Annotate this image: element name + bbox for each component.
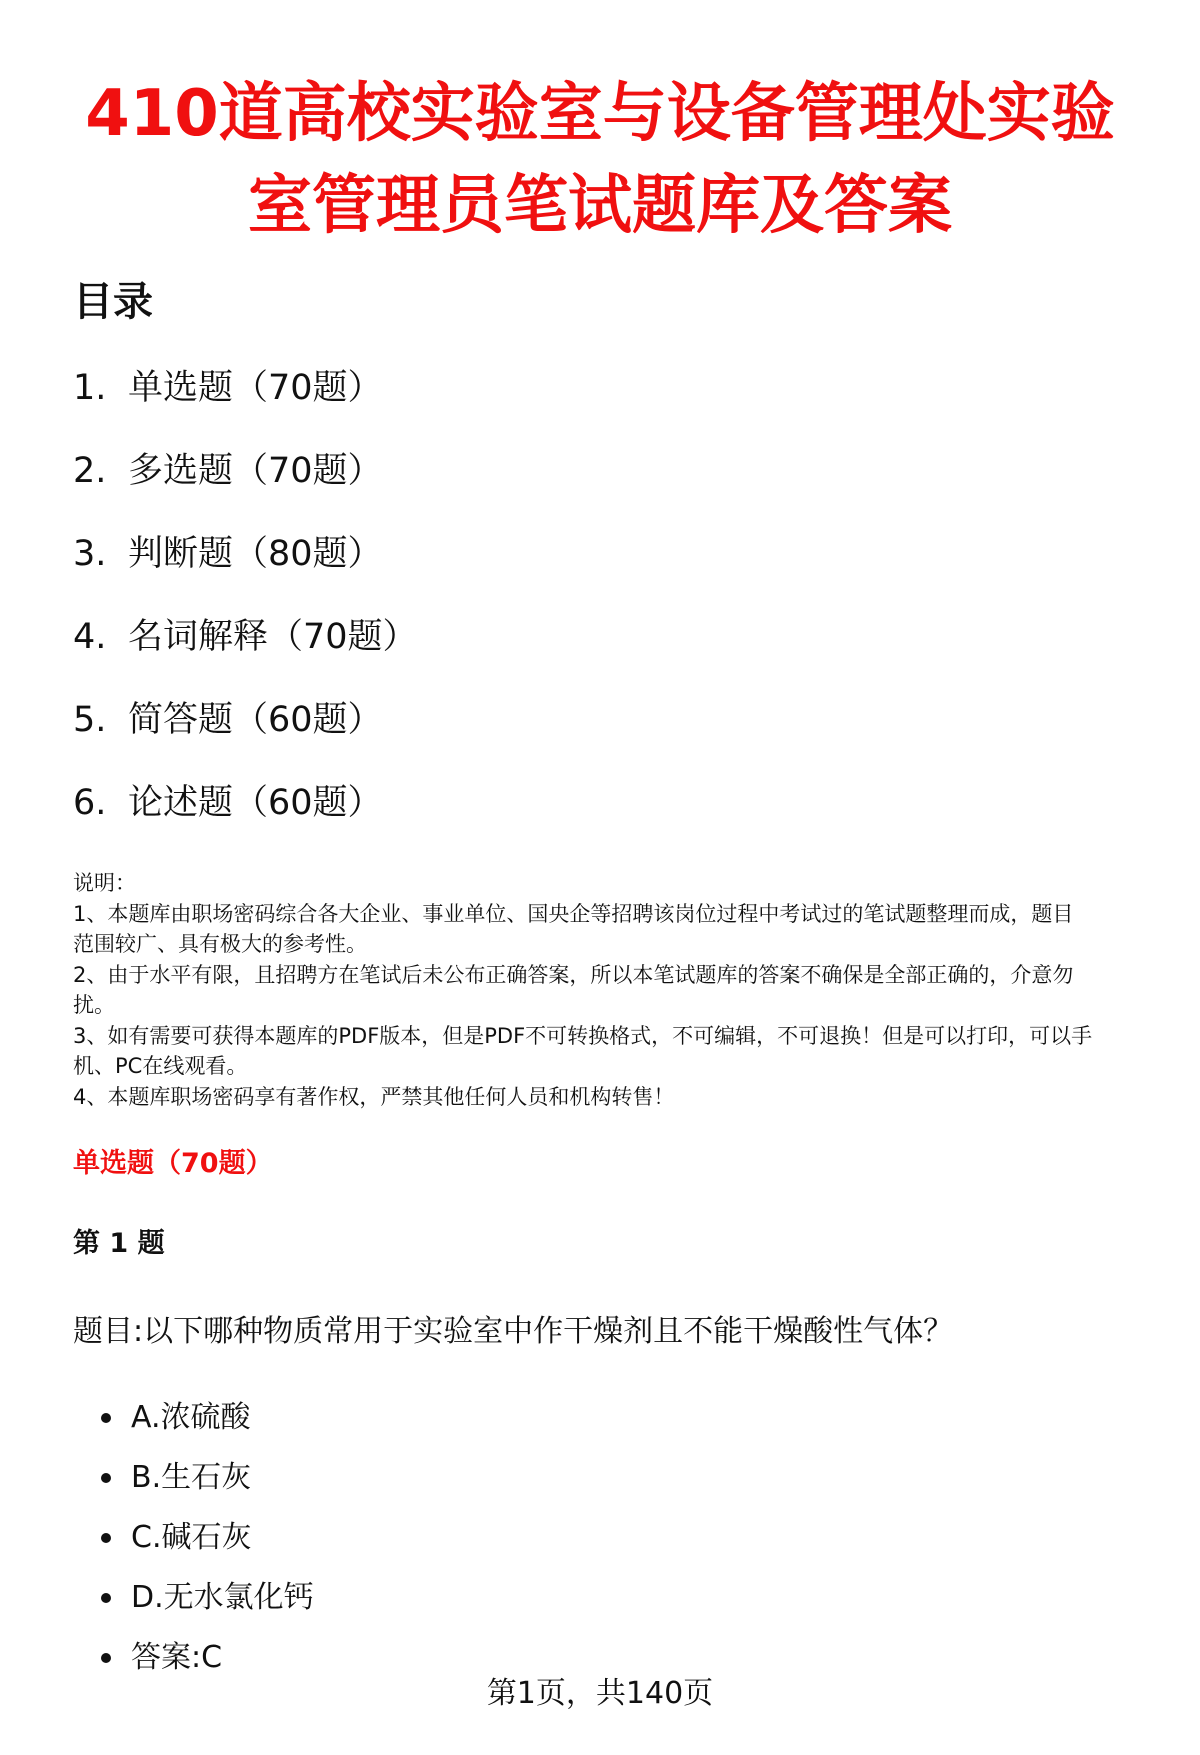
toc-item-number: 1. [73, 368, 107, 408]
toc-list [73, 364, 418, 862]
bullet-icon [101, 1473, 111, 1483]
document-title-line-1: 410道高校实验室与设备管理处实验 [85, 77, 1115, 151]
document-title [60, 68, 1140, 252]
toc-item[interactable] [73, 696, 418, 779]
toc-item[interactable] [73, 364, 418, 447]
option-label: D.无水氯化钙 [131, 1580, 314, 1615]
toc-item-label: 简答题（60题） [128, 700, 383, 740]
notes-line: 1、本题库由职场密码综合各大企业、事业单位、国央企等招聘该岗位过程中考试过的笔试题整理而成，题目 [73, 901, 1074, 926]
notes-block [73, 868, 1153, 1112]
option-label: B.生石灰 [131, 1460, 252, 1495]
notes-heading: 说明： [73, 871, 136, 895]
toc-item[interactable] [73, 530, 418, 613]
option-item [73, 1518, 314, 1578]
toc-heading: 目录 [73, 279, 153, 325]
toc-item-label: 名词解释（70题） [128, 617, 418, 657]
section-heading: 单选题（70题） [73, 1148, 273, 1179]
notes-line: 4、本题库职场密码享有著作权，严禁其他任何人员和机构转售！ [73, 1084, 675, 1109]
bullet-icon [101, 1413, 111, 1423]
toc-item-number: 6. [73, 783, 107, 823]
toc-item-label: 多选题（70题） [128, 451, 383, 491]
toc-item[interactable] [73, 447, 418, 530]
option-label: A.浓硫酸 [131, 1400, 251, 1435]
notes-line: 扰。 [73, 993, 115, 1017]
option-label: C.碱石灰 [131, 1520, 252, 1555]
toc-item-label: 单选题（70题） [128, 368, 383, 408]
toc-item-number: 2. [73, 451, 107, 491]
bullet-icon [101, 1533, 111, 1543]
toc-item[interactable] [73, 613, 418, 696]
bullet-icon [101, 1593, 111, 1603]
notes-line: 3、如有需要可获得本题库的PDF版本，但是PDF不可转换格式，不可编辑，不可退换！但是可以打印，可以手 [73, 1023, 1093, 1048]
answer-label: 答案:C [131, 1640, 223, 1675]
document-title-line-2: 室管理员笔试题库及答案 [248, 169, 952, 243]
option-item [73, 1458, 314, 1518]
toc-item-label: 论述题（60题） [128, 783, 383, 823]
toc-item-label: 判断题（80题） [128, 534, 383, 574]
bullet-icon [101, 1653, 111, 1663]
notes-line: 2、由于水平有限，且招聘方在笔试后未公布正确答案，所以本笔试题库的答案不确保是全部正确的，介意勿 [73, 962, 1074, 987]
page-footer: 第1页，共140页 [486, 1676, 714, 1711]
option-item [73, 1398, 314, 1458]
toc-item[interactable] [73, 779, 418, 862]
question-stem: 题目:以下哪种物质常用于实验室中作干燥剂且不能干燥酸性气体？ [73, 1314, 954, 1349]
notes-line: 机、PC在线观看。 [73, 1054, 248, 1078]
toc-item-number: 5. [73, 700, 107, 740]
toc-item-number: 3. [73, 534, 107, 574]
option-item [73, 1578, 314, 1638]
question-number-heading: 第 1 题 [73, 1228, 165, 1259]
notes-line: 范围较广、具有极大的参考性。 [73, 932, 367, 956]
toc-item-number: 4. [73, 617, 107, 657]
option-list [73, 1398, 314, 1698]
